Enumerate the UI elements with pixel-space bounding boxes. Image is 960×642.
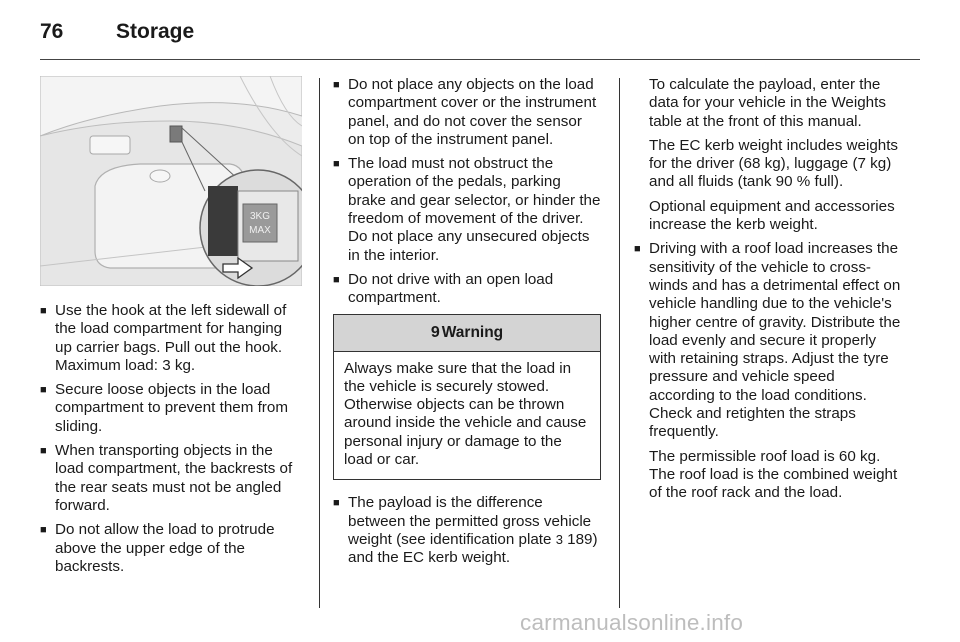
bullet-icon: ■ <box>333 79 340 91</box>
page-number: 76 <box>40 20 64 43</box>
bullet-icon: ■ <box>40 384 47 397</box>
column-2 <box>333 76 601 574</box>
column-1 <box>40 76 302 582</box>
warning-header <box>334 315 600 352</box>
column-2-bullet-list <box>333 76 601 308</box>
header-rule <box>40 59 920 60</box>
paragraph: To calculate the payload, enter the data for your vehicle in the Weights table at the front of this manual. <box>649 76 886 130</box>
warning-text: Always make sure that the load in the vehicle is securely stowed. Otherwise objects can be thrown around inside the vehicle and cause personal injury or damage to the load or car. <box>344 359 587 469</box>
list-item: ■ Do not place any objects on the load compartment cover or the instrument panel, and do not cover the sensor on top of the instrument panel. <box>333 76 597 148</box>
watermark-text: carmanualsonline.info <box>520 610 744 635</box>
payload-calculation-section <box>634 76 904 234</box>
warning-box <box>333 314 601 481</box>
bullet-icon: ■ <box>40 445 47 458</box>
list-item: ■ Do not drive with an open load compartment. <box>333 270 554 307</box>
column-2-payload-list <box>333 494 601 567</box>
bullet-icon: ■ <box>40 305 47 317</box>
load-compartment-hook-illustration <box>40 76 302 286</box>
list-item: ■ Do not allow the load to protrude above the upper edge of the backrests. <box>40 521 275 575</box>
bullet-icon: ■ <box>333 497 340 510</box>
page-reference-icon: 3 <box>555 531 563 547</box>
bullet-icon: ■ <box>634 243 641 256</box>
sticker-line-1: 3KG <box>249 211 271 222</box>
list-item: ■ The load must not obstruct the operation of the pedals, parking brake and gear selector, or hinder the freedom of movement of the driver. Do not place any unsecured objects in the interior. <box>333 155 601 264</box>
column-1-bullet-list <box>40 302 302 576</box>
bullet-icon: ■ <box>40 524 47 537</box>
column-divider <box>319 78 320 608</box>
hook-illustration-svg <box>40 76 302 286</box>
warning-title: Warning <box>441 323 504 341</box>
paragraph: The EC kerb weight includes weights for the driver (68 kg), luggage (7 kg) and all fluids (tank 90 % full). <box>649 136 899 191</box>
roof-load-paragraph: The permissible roof load is 60 kg. The roof load is the combined weight of the roof rack and the load. <box>649 447 898 502</box>
bullet-icon: ■ <box>333 158 340 171</box>
warning-icon: 9 <box>430 323 440 341</box>
list-item: ■ Driving with a roof load increases the sensitivity of the vehicle to cross-winds and has a detrimental effect on vehicle handling due to the vehicle's higher centre of gravity. Distribute the load evenly and secure it properly with retaining straps. Adjust the tyre pressure and vehicle speed according to the load conditions. Check and retighten the straps frequently. <box>634 240 901 441</box>
column-3 <box>634 76 904 509</box>
bullet-icon: ■ <box>333 273 340 286</box>
column-3-bullet-list <box>634 240 904 441</box>
list-item: ■ Use the hook at the left sidewall of the load compartment for hanging up carrier bags. Pull out the hook. Maximum load: 3 kg. <box>40 302 287 374</box>
page-header <box>40 18 920 58</box>
sticker-line-2: MAX <box>249 225 271 236</box>
list-item: ■ Secure loose objects in the load compartment to prevent them from sliding. <box>40 381 288 435</box>
list-item: ■ When transporting objects in the load compartment, the backrests of the rear seats must not be angled forward. <box>40 442 293 514</box>
column-divider <box>619 78 620 608</box>
paragraph: Optional equipment and accessories increase the kerb weight. <box>649 197 895 234</box>
list-item: ■ The payload is the difference between the permitted gross vehicle weight (see identification plate 3 189) and the EC kerb weight. <box>333 494 598 567</box>
chapter-title: Storage <box>116 20 195 43</box>
